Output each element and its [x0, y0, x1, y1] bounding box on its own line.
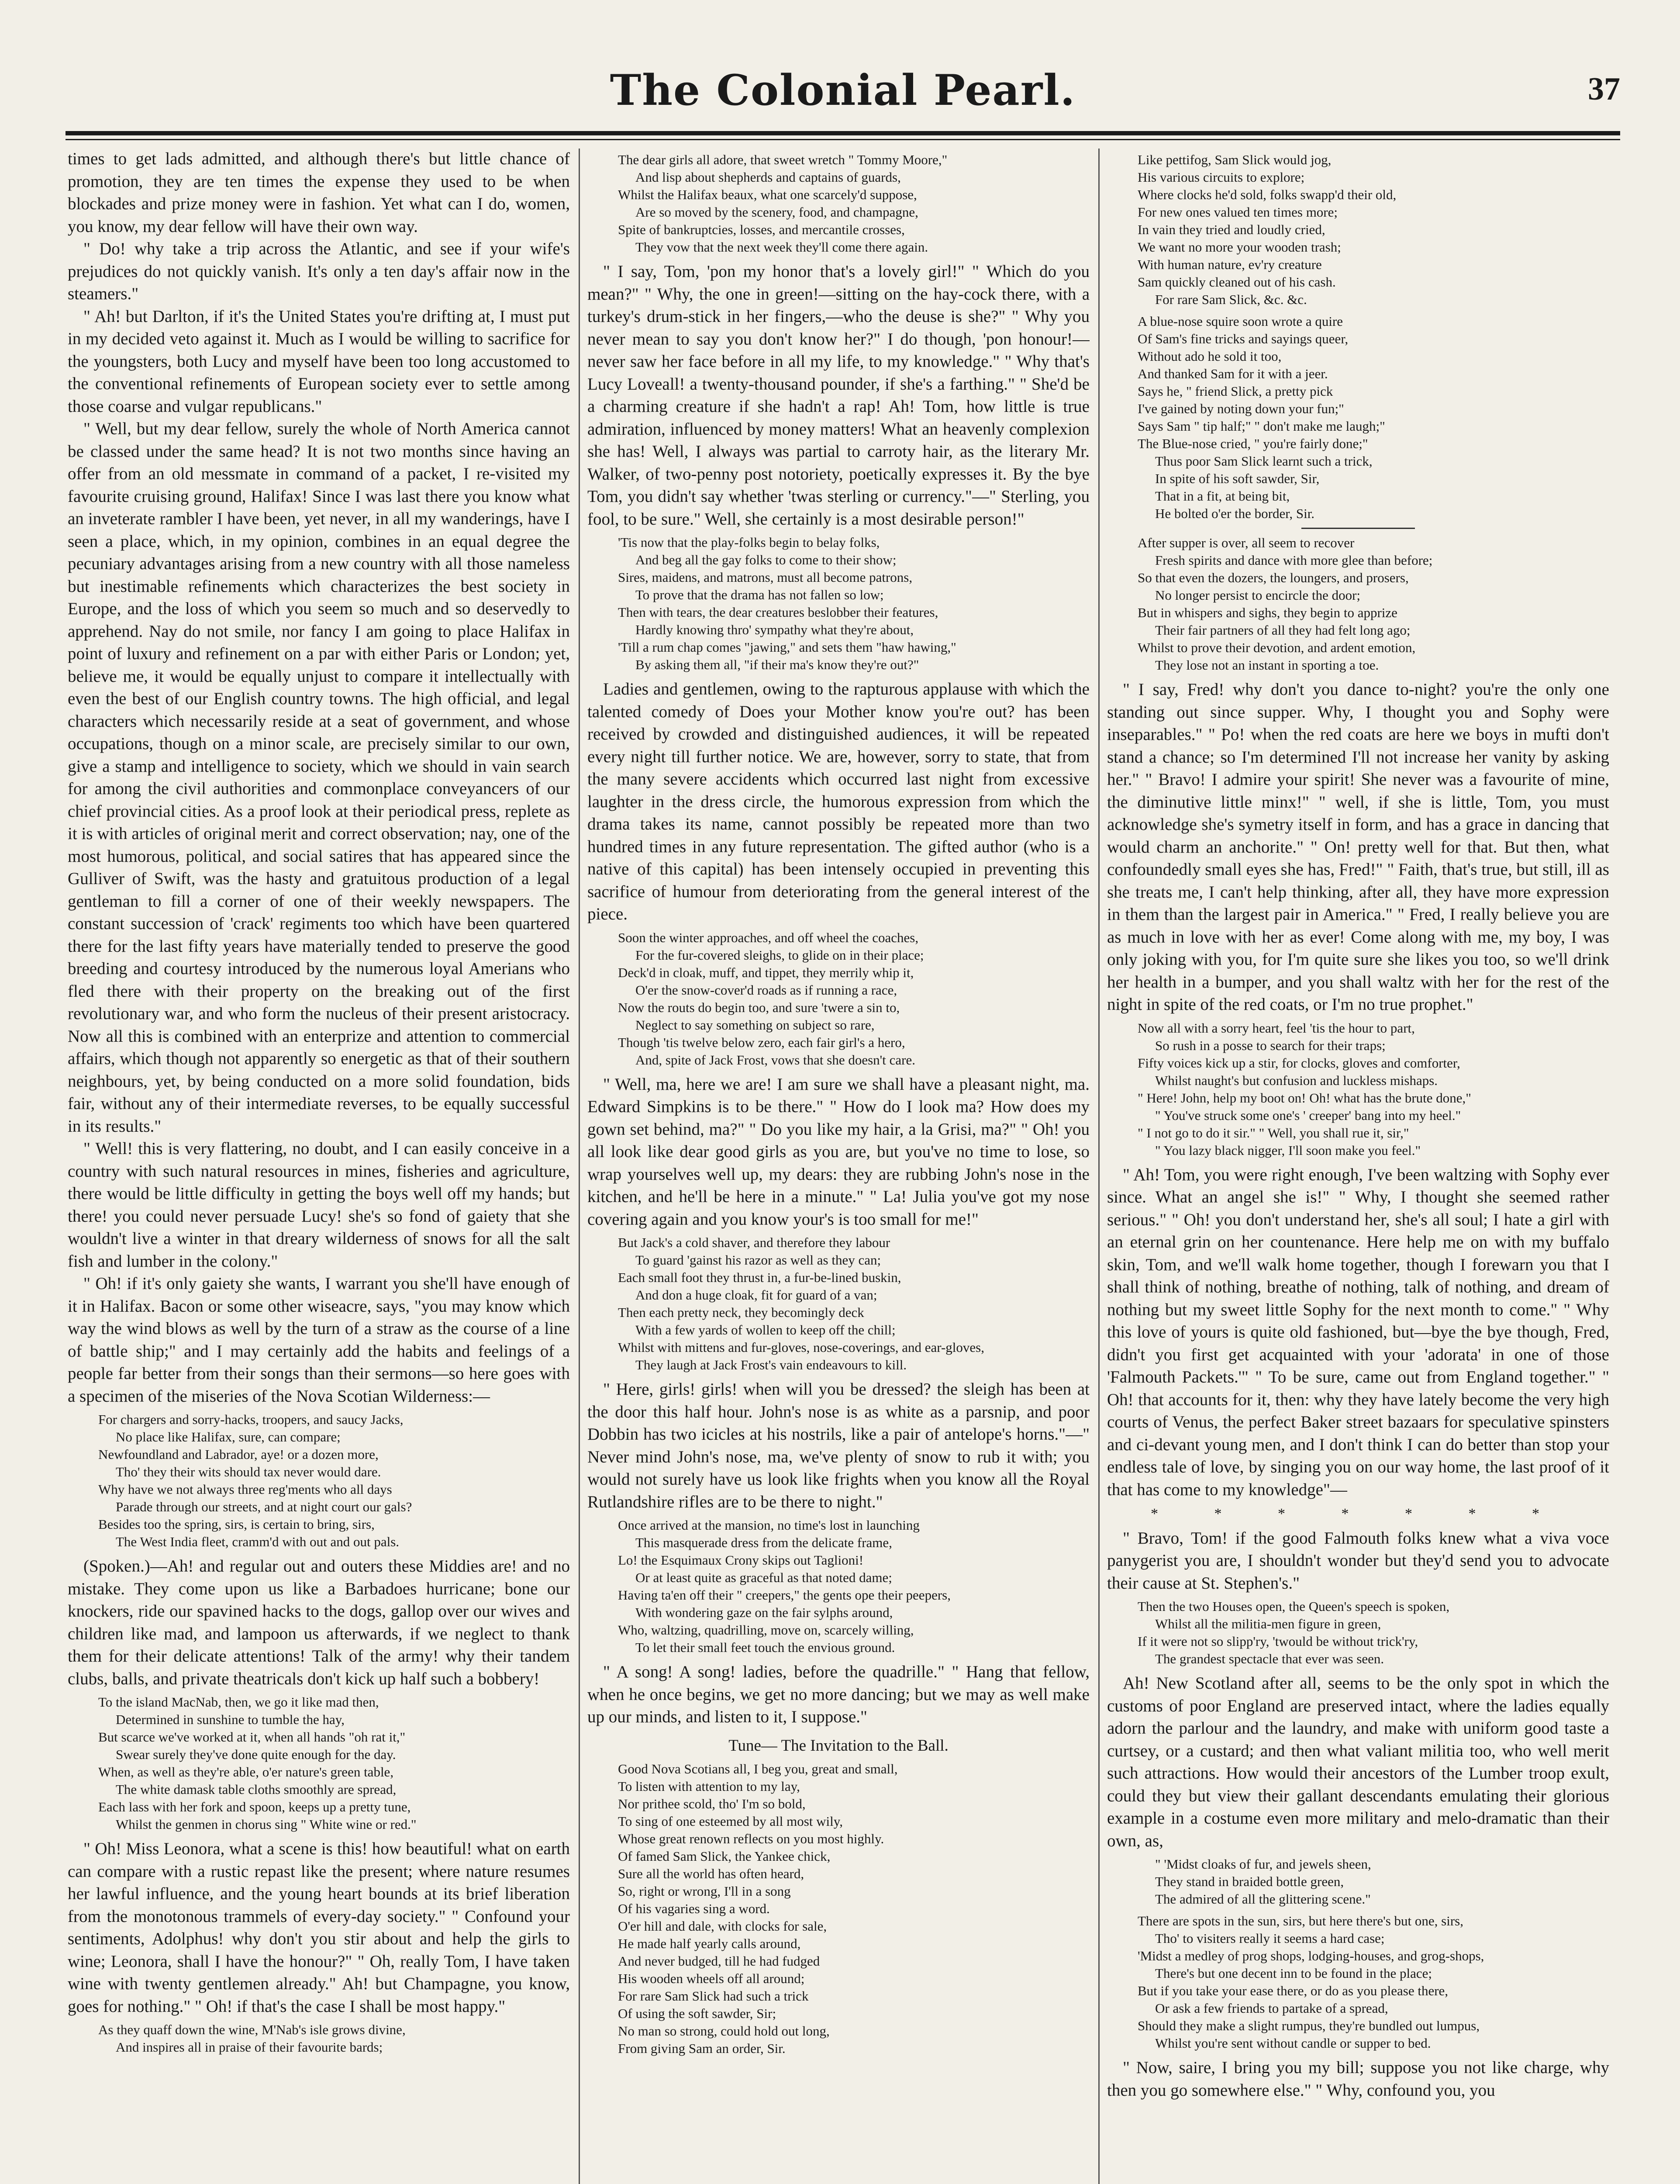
verse-line: Where clocks he'd sold, folks swapp'd their old,: [1138, 187, 1397, 202]
verse-line: O'er hill and dale, with clocks for sale,: [618, 1918, 827, 1934]
column-divider-2: [1098, 149, 1100, 2184]
verse-line: He made half yearly calls around,: [618, 1936, 801, 1951]
verse-line: Tho' to visiters really it seems a hard case;: [1155, 1931, 1385, 1946]
verse-line: " You've struck some one's ' creeper' bang into my heel.": [1155, 1107, 1461, 1123]
verse-line: So, right or wrong, I'll in a song: [618, 1883, 791, 1899]
verse-line: Or at least quite as graceful as that noted dame;: [635, 1570, 892, 1585]
verse-line: By asking them all, "if their ma's know they're out?": [635, 657, 919, 672]
verse-line: If it were not so slipp'ry, 'twould be without trick'ry,: [1138, 1634, 1418, 1649]
verse-line: Sure all the world has often heard,: [618, 1866, 804, 1881]
verse-line: They lose not an instant in sporting a toe.: [1155, 657, 1379, 673]
column-3: [1107, 148, 1609, 2184]
verse-line: Of Sam's fine tricks and sayings queer,: [1138, 331, 1349, 346]
verse-line: 'Midst a medley of prog shops, lodging-houses, and grog-shops,: [1138, 1948, 1484, 1963]
verse-line: Whilst all the militia-men figure in green,: [1155, 1616, 1381, 1631]
verse: [587, 929, 1090, 1069]
paragraph: " Oh! Miss Leonora, what a scene is this! how beautiful! what on earth can compare with a rustic repast like the present; where nature resumes her lawful influence, and the young heart bounds at its brief liberation from the monotonous trammels of every-day society." " Confound your sentiments, Adolphus! why don't you stir about and help the girls to wine; Leonora, shall I have the honour?" " Oh, really Tom, I have taken wine with twenty gentlemen already." Ah! but Champagne, you know, goes for nothing." " Oh! if that's the case I shall be most happy.": [68, 1839, 570, 2016]
verse-line: Without ado he sold it too,: [1138, 349, 1282, 364]
paragraph: " Ah! but Darlton, if it's the United States you're drifting at, I must put in my decided veto against it. Much as I would be willing to sacrifice for the youngsters, both Lucy and myself have been too long accustomed to the conventional refinements of European society ever to settle among those coarse and vulgar republicans.": [68, 307, 570, 416]
verse-line: 'Tis now that the play-folks begin to belay folks,: [618, 535, 880, 550]
verse-line: Whilst the genmen in chorus sing " White wine or red.": [116, 1817, 417, 1832]
paragraph: " Ah! Tom, you were right enough, I've been waltzing with Sophy ever since. What an angel she is!" " Why, I thought she seemed rather serious." " Oh! you don't understand her, she's all soul; I hate a girl with an eternal grin on her countenance. Here help me on with my buffalo skin, Tom, and we'll walk home together, though I forewarn you that I shall think of nothing, breathe of nothing, talk of nothing, and dream of nothing but my sweet little Sophy for the next month to come." " Why this love of yours is quite old fashioned, but—bye the bye though, Fred, didn't you first get acquainted with your 'adorata' in one of those 'Falmouth Packets.'" " To be sure, came out from England together." " Oh! that accounts for it, then: why they have lately become the very high courts of Venus, the perfect Baker street bazaars for speculative spinsters and ci-devant young men, and I don't think I can do better than stop your endless tale of love, by singing you on our way home, the last proof of it that has come to my knowledge"—: [1107, 1165, 1609, 1499]
verse-line: When, as well as they're able, o'er nature's green table,: [98, 1764, 394, 1780]
verse-line: Of his vagaries sing a word.: [618, 1901, 770, 1916]
tune-heading: Tune— The Invitation to the Ball.: [728, 1736, 949, 1755]
verse-line: To listen with attention to my lay,: [618, 1779, 800, 1794]
verse-line: Says Sam " tip half;" " don't make me laugh;": [1138, 418, 1385, 434]
paragraph: " Bravo, Tom! if the good Falmouth folks knew what a viva voce panygerist you are, I shouldn't wonder but they'd send you to advocate their cause at St. Stephen's.": [1107, 1528, 1609, 1593]
verse-line: Whilst the Halifax beaux, what one scarcely'd suppose,: [618, 187, 917, 202]
verse-line: Hardly knowing thro' sympathy what they're about,: [635, 622, 914, 637]
verse: [1107, 534, 1609, 674]
verse-line: Now all with a sorry heart, feel 'tis the hour to part,: [1138, 1020, 1415, 1036]
paragraph: (Spoken.)—Ah! and regular out and outers these Middies are! and no mistake. They come upon us like a Barbadoes hurricane; bone our knockers, ride our spavined hacks to the dogs, gallop over our wives and children like mad, and lampoon us afterwards, if we neglect to thank them for their delicate attentions! Talk of the army! why their tandem clubs, balls, and private theatricals don't kick up half such a bobbery!: [68, 1557, 570, 1688]
verse-line: The Blue-nose cried, " you're fairly done;": [1138, 436, 1368, 451]
verse-line: Are so moved by the scenery, food, and champagne,: [635, 204, 918, 220]
verse-line: Or ask a few friends to partake of a spread,: [1155, 2001, 1388, 2016]
verse: [68, 2021, 570, 2056]
page-number: 37: [1588, 71, 1620, 107]
paragraph: " Now, saire, I bring you my bill; suppose you not like charge, why then you go somewhere else." " Why, confound you, you: [1107, 2058, 1609, 2100]
verse-line: Determined in sunshine to tumble the hay,: [116, 1712, 345, 1727]
verse-line: I've gained by noting down your fun;": [1138, 401, 1344, 416]
verse-line: 'Till a rum chap comes "jawing," and sets them "haw hawing,": [618, 639, 956, 655]
verse-line: For rare Sam Slick, &c. &c.: [1155, 292, 1307, 307]
verse-line: To let their small feet touch the envious ground.: [635, 1640, 895, 1655]
verse-line: Who, waltzing, quadrilling, move on, scarcely willing,: [618, 1622, 914, 1638]
verse-line: Whilst with mittens and fur-gloves, nose-coverings, and ear-gloves,: [618, 1340, 984, 1355]
verse-line: To guard 'gainst his razor as well as they can;: [635, 1252, 881, 1268]
verse-line: The white damask table cloths smoothly are spread,: [116, 1782, 397, 1797]
verse: [68, 1693, 570, 1833]
verse-line: Newfoundland and Labrador, aye! or a dozen more,: [98, 1447, 379, 1462]
section-stars: * * * * * * *: [1151, 1506, 1566, 1522]
verse-line: And, spite of Jack Frost, vows that she doesn't care.: [635, 1052, 915, 1068]
verse: [587, 1234, 1090, 1374]
column-1: [68, 148, 570, 2184]
verse-line: In vain they tried and loudly cried,: [1138, 222, 1325, 237]
verse-line: For chargers and sorry-hacks, troopers, and saucy Jacks,: [98, 1412, 404, 1427]
verse-line: So that even the dozers, the loungers, and prosers,: [1138, 570, 1409, 585]
verse-line: For the fur-covered sleighs, to glide on in their place;: [635, 947, 924, 963]
verse-line: So rush in a posse to search for their traps;: [1155, 1037, 1386, 1053]
verse-line: And lisp about shepherds and captains of guards,: [635, 169, 901, 185]
verse-line: They vow that the next week they'll come there again.: [635, 239, 928, 255]
verse-line: The West India fleet, cramm'd with out and out pals.: [116, 1534, 400, 1549]
verse-line: Once arrived at the mansion, no time's lost in launching: [618, 1517, 920, 1533]
paragraph: " Here, girls! girls! when will you be dressed? the sleigh has been at the door this half hour. John's nose is as white as a parsnip, and poor Dobbin has two icicles at his nostrils, like a pair of antelope's horns."—" Never mind John's nose, ma, we've plenty of snow to rub it with; you would not surely have us look like frights when you know all the Royal Rutlandshire rifles are to be there to night.": [587, 1380, 1090, 1511]
verse-line: Whilst you're sent without candle or supper to bed.: [1155, 2035, 1431, 2051]
verse-line: Whose great renown reflects on you most highly.: [618, 1831, 884, 1846]
paragraph: " Well, ma, here we are! I am sure we shall have a pleasant night, ma. Edward Simpkins is to be there." " How do I look ma? How does my gown set behind, ma?" " Do you like my hair, a la Grisi, ma?" " Oh! you all look like dear good girls as you are, but you've no time to lose, so wrap yourselves well up, my dears: they are rubbing John's nose in the kitchen, and he'll be here in a minute." " La! Julia you've got my nose covering again and you know your's is too small for me!": [587, 1075, 1090, 1229]
paragraph: " Well, but my dear fellow, surely the whole of North America cannot be classed under the same head? It is not two months since having an offer from an old messmate in command of a packet, I re-visited my favourite cruising ground, Halifax! Since I was last there you know what an inveterate rambler I have been, yet never, in all my wanderings, have I seen a place, which, in my opinion, combines in an equal degree the pecuniary advantages arising from a new country with all those nameless but inestimable refinements which characterizes the best society in Europe, and the loss of which you seem so much and so deservedly to apprehend. Nay do not smile, nor fancy I am going to place Halifax in point of luxury and refinement on a par with either Paris or London; yet, believe me, it would be equally unjust to compare it intellectually with even the best of our English country towns. The high official, and legal characters which necessarily reside at a seat of government, and whose occupations, though on a minor scale, are precisely similar to our own, give a stamp and intelligence to society, which we should in vain search for among the civil authorities and commonplace conveyancers of our chief provincial cities. As a proof look at their periodical press, replete as it is with articles of original merit and correct observation; nay, one of the most humorous, political, and social satires that has appeared since the Gulliver of Swift, was the hasty and gratuitous production of a legal gentleman to fill a corner of one of their weekly newspapers. The constant succession of 'crack' regiments too which have been quartered there for the last fifty years have materially tended to preserve the good breeding and courtesy introduced by the numerous loyal Amerians who fled there with their property on the breaking out of the first revolutionary war, and who form the nucleus of their present aristocracy. Now all this is combined with an enterprize and attention to commercial affairs, which though not apparently so energetic as that of their southern neighbours, yet, by being conducted on a more solid foundation, bids fair, without any of their intermediate reverses, to be equally successful in its results.": [68, 419, 570, 1136]
verse-line: Of using the soft sawder, Sir;: [618, 2006, 776, 2021]
verse-line: Then the two Houses open, the Queen's speech is spoken,: [1138, 1599, 1450, 1614]
paragraph: times to get lads admitted, and although there's but little chance of promotion, they are ten times the expense they used to be when blockades and prize money were in fashion. Yet what can I do, women, you know, my dear fellow will have their own way.: [68, 149, 570, 236]
verse-line: No man so strong, could hold out long,: [618, 2023, 830, 2039]
verse-line: Each small foot they thrust in, a fur-be-lined buskin,: [618, 1270, 901, 1285]
verse-line: Tho' they their wits should tax never would dare.: [116, 1464, 381, 1479]
verse-line: Why have we not always three reg'ments who all days: [98, 1482, 392, 1497]
verse: [1107, 1912, 1609, 2052]
verse-line: Soon the winter approaches, and off wheel the coaches,: [618, 930, 919, 945]
column-2: [587, 148, 1090, 2184]
verse-line: " 'Midst cloaks of fur, and jewels sheen,: [1155, 1856, 1371, 1872]
verse-line: This masquerade dress from the delicate frame,: [635, 1535, 892, 1550]
paragraph: " I say, Fred! why don't you dance to-night? you're the only one standing out since supper. Why, I thought you and Sophy were inseparables." " Po! when the red coats are here we boys in mufti don't stand a chance; so I'm determined I'll not increase her vanity by asking her." " Bravo! I admire your spirit! She never was a favourite of mine, the diminutive little minx!" " well, if she is little, Tom, you must acknowledge she's symetry itself in form, and has a grace in dancing that would charm an anchorite." " On! pretty well for that. But then, what confoundedly small eyes she has, Fred!" " Faith, that's true, but still, ill as she treats me, I can't help thinking, after all, they have more expression in them than the largest pair in America." " Fred, I really believe you are as much in love with her as ever! Come along with me, my boy, I was only joking with you, for I'm quite sure she likes you too, so we'll drink her health in a bumper, and you shall waltz with her for the rest of the night in spite of the red coats, or I'm no true prophet.": [1107, 680, 1609, 1014]
verse-line: To prove that the drama has not fallen so low;: [635, 587, 884, 602]
verse-line: With wondering gaze on the fair sylphs around,: [635, 1605, 893, 1620]
verse: [1107, 1019, 1609, 1159]
verse-line: Parade through our streets, and at night court our gals?: [116, 1499, 412, 1514]
verse-line: With human nature, ev'ry creature: [1138, 257, 1322, 272]
verse: [1107, 1598, 1609, 1668]
verse: [1107, 1856, 1609, 1908]
verse-line: And never budged, till he had fudged: [618, 1953, 820, 1969]
verse-line: They stand in braided bottle green,: [1155, 1874, 1344, 1889]
verse-line: There are spots in the sun, sirs, but here there's but one, sirs,: [1138, 1913, 1463, 1928]
verse-line: " I not go to do it sir." " Well, you shall rue it, sir,": [1138, 1125, 1409, 1140]
verse-line: And beg all the gay folks to come to their show;: [635, 552, 897, 567]
verse-line: His various circuits to explore;: [1138, 169, 1305, 185]
verse-line: But if you take your ease there, or do as you please there,: [1138, 1983, 1449, 1998]
verse-line: For rare Sam Slick had such a trick: [618, 1988, 809, 2004]
verse-line: His wooden wheels off all around;: [618, 1971, 805, 1986]
verse-line: Swear surely they've done quite enough for the day.: [116, 1747, 396, 1762]
verse-line: He bolted o'er the border, Sir.: [1155, 506, 1315, 521]
verse-line: Spite of bankruptcies, losses, and mercantile crosses,: [618, 222, 905, 237]
verse-line: Though 'tis twelve below zero, each fair girl's a hero,: [618, 1034, 905, 1050]
verse-line: After supper is over, all seem to recover: [1138, 535, 1355, 550]
verse-line: And thanked Sam for it with a jeer.: [1138, 366, 1328, 381]
verse: [1107, 313, 1609, 522]
verse-line: We want no more your wooden trash;: [1138, 239, 1341, 255]
verse-line: For new ones valued ten times more;: [1138, 204, 1338, 220]
paragraph: " I say, Tom, 'pon my honor that's a lovely girl!" " Which do you mean?" " Why, the one in green!—sitting on the hay-cock there, with a turkey's drum-stick in her fingers,—who the deuse is she?" " Why you never mean to say you don't know her?" I do though, 'pon honour!—never saw her face before in all my life, to my knowledge." " Why that's Lucy Loveall! a twenty-thousand pounder, if she's a farthing." " She'd be a charming creature if she hadn't a rap! Ah! Tom, how little is true admiration, influenced by money matters! What an heavenly complexion she has! Well, I always was partial to carroty hair, as the literary Mr. Walker, of two-penny post notoriety, poetically expresses it. By the bye Tom, you didn't say whether 'twas sterling or currency."—" Sterling, you fool, to be sure." Well, she certainly is a most desirable person!": [587, 262, 1090, 529]
paragraph: " Well! this is very flattering, no doubt, and I can easily conceive in a country with such natural resources in mines, fisheries and agriculture, there would be little difficulty in getting the boys well off my hands; but there! you could never persuade Lucy! she's so fond of gaiety that she wouldn't live a winter in that dreary wilderness of snows for all the salt fish and lumber in the colony.": [68, 1139, 570, 1271]
verse-line: The dear girls all adore, that sweet wretch " Tommy Moore,": [618, 152, 948, 167]
verse-line: Deck'd in cloak, muff, and tippet, they merrily whip it,: [618, 964, 914, 980]
verse-line: Thus poor Sam Slick learnt such a trick,: [1155, 453, 1373, 469]
verse-line: " You lazy black nigger, I'll soon make you feel.": [1155, 1142, 1421, 1158]
verse-line: That in a fit, at being bit,: [1155, 488, 1290, 504]
verse-line: Neglect to say something on subject so rare,: [635, 1017, 875, 1033]
verse-line: To sing of one esteemed by all most wily,: [618, 1814, 843, 1829]
header-rule-thin: [66, 139, 1620, 140]
verse-line: Like pettifog, Sam Slick would jog,: [1138, 152, 1332, 167]
verse-line: They laugh at Jack Frost's vain endeavours to kill.: [635, 1357, 907, 1372]
paragraph: " Oh! if it's only gaiety she wants, I warrant you she'll have enough of it in Halifax. Bacon or some other wiseacre, says, "you may know which way the wind blows as well by the turn of a straw as the course of a line of battle ship;" and I may certainly add the habits and feelings of a people far better from their songs than their sermons—so here goes with a specimen of the miseries of the Nova Scotian Wilderness:—: [68, 1274, 570, 1406]
verse-line: Their fair partners of all they had felt long ago;: [1155, 622, 1411, 638]
paragraph: " Do! why take a trip across the Atlantic, and see if your wife's prejudices do not quickly vanish. It's only a ten day's affair now in the steamers.": [68, 239, 570, 303]
paragraph: Ah! New Scotland after all, seems to be the only spot in which the customs of poor England are preserved intact, where the ladies equally adorn the parlour and the laundry, and make with uniform good taste a curtsey, or a custard; and then what valiant militia too, who well merit such attractions. How would their ancestors of the Lumber troop exult, could they but view their gallant descendants emulating their glorious example in a costume even more military and melo-dramatic than their own, as,: [1107, 1674, 1609, 1850]
verse-line: But in whispers and sighs, they begin to apprize: [1138, 605, 1397, 620]
verse-line: From giving Sam an order, Sir.: [618, 2041, 786, 2056]
verse-line: Fifty voices kick up a stir, for clocks, gloves and comforter,: [1138, 1055, 1460, 1071]
verse-line: But Jack's a cold shaver, and therefore they labour: [618, 1235, 890, 1250]
paragraph: Ladies and gentlemen, owing to the rapturous applause with which the talented comedy of Does your Mother know you're out? has been received by crowded and distinguished audiences, it will be repeated every night till further notice. We are, however, sorry to state, that from the many severe accidents which occurred last night from excessive laughter in the dress circle, the humorous expression from which the drama takes its name, cannot possibly be repeated more than two hundred times in any future representation. The gifted author (who is a native of this capital) has been intensely occupied in preventing this sacrifice of humour from deteriorating from the general interest of the piece.: [587, 680, 1090, 923]
verse-line: In spite of his soft sawder, Sir,: [1155, 471, 1320, 486]
verse-line: A blue-nose squire soon wrote a quire: [1138, 314, 1343, 329]
paragraph: " A song! A song! ladies, before the quadrille." " Hang that fellow, when he once begins, we get no more dancing; but we may as well make up our minds, and listen to it, I suppose.": [587, 1662, 1090, 1726]
verse-line: Sam quickly cleaned out of his cash.: [1138, 274, 1336, 290]
header-rule-thick: [66, 131, 1620, 135]
verse: [587, 151, 1090, 256]
verse-line: With a few yards of wollen to keep off the chill;: [635, 1322, 896, 1337]
verse-line: Sires, maidens, and matrons, must all become patrons,: [618, 570, 913, 585]
verse: [68, 1411, 570, 1551]
masthead: [66, 66, 1620, 131]
verse-line: There's but one decent inn to be found in the place;: [1155, 1966, 1432, 1981]
verse-line: Of famed Sam Slick, the Yankee chick,: [618, 1849, 831, 1864]
verse-line: Whilst to prove their devotion, and ardent emotion,: [1138, 640, 1416, 655]
verse: [587, 1760, 1090, 2057]
verse-line: The admired of all the glittering scene.": [1155, 1891, 1371, 1907]
newspaper-title: The Colonial Pearl.: [610, 66, 1076, 115]
verse-line: But scarce we've worked at it, when all hands "oh rat it,": [98, 1729, 406, 1745]
verse-line: Should they make a slight rumpus, they're bundled out lumpus,: [1138, 2018, 1480, 2033]
verse-line: And don a huge cloak, fit for guard of a van;: [635, 1287, 877, 1303]
verse-line: Whilst naught's but confusion and luckless mishaps.: [1155, 1072, 1438, 1088]
verse-line: Good Nova Scotians all, I beg you, great and small,: [618, 1761, 898, 1776]
verse-line: Then each pretty neck, they becomingly deck: [618, 1305, 864, 1320]
verse-line: The grandest spectacle that ever was seen.: [1155, 1651, 1384, 1666]
verse-line: " Here! John, help my boot on! Oh! what has the brute done,": [1138, 1090, 1471, 1106]
verse-line: And inspires all in praise of their favourite bards;: [116, 2039, 383, 2055]
verse: [587, 534, 1090, 674]
verse: [1107, 151, 1609, 308]
verse-line: Nor prithee scold, tho' I'm so bold,: [618, 1796, 806, 1811]
verse-line: Besides too the spring, sirs, is certain to bring, sirs,: [98, 1517, 375, 1532]
verse-line: No place like Halifax, sure, can compare;: [116, 1429, 341, 1444]
section-divider: [1301, 528, 1415, 529]
verse-line: Each lass with her fork and spoon, keeps up a pretty tune,: [98, 1799, 411, 1814]
verse-line: Then with tears, the dear creatures beslobber their features,: [618, 605, 938, 620]
verse-line: O'er the snow-cover'd roads as if running a race,: [635, 982, 897, 998]
verse-line: Says he, " friend Slick, a pretty pick: [1138, 384, 1333, 399]
verse-line: Now the routs do begin too, and sure 'twere a sin to,: [618, 999, 900, 1015]
verse: [587, 1517, 1090, 1656]
verse-line: Having ta'en off their " creepers," the gents ope their peepers,: [618, 1587, 951, 1603]
verse-line: As they quaff down the wine, M'Nab's isle grows divine,: [98, 2022, 406, 2037]
column-divider-1: [579, 149, 580, 2184]
verse-line: No longer persist to encircle the door;: [1155, 587, 1361, 603]
verse-line: To the island MacNab, then, we go it like mad then,: [98, 1694, 379, 1710]
verse-line: Lo! the Esquimaux Crony skips out Taglioni!: [618, 1552, 864, 1568]
verse-line: Fresh spirits and dance with more glee than before;: [1155, 553, 1433, 568]
